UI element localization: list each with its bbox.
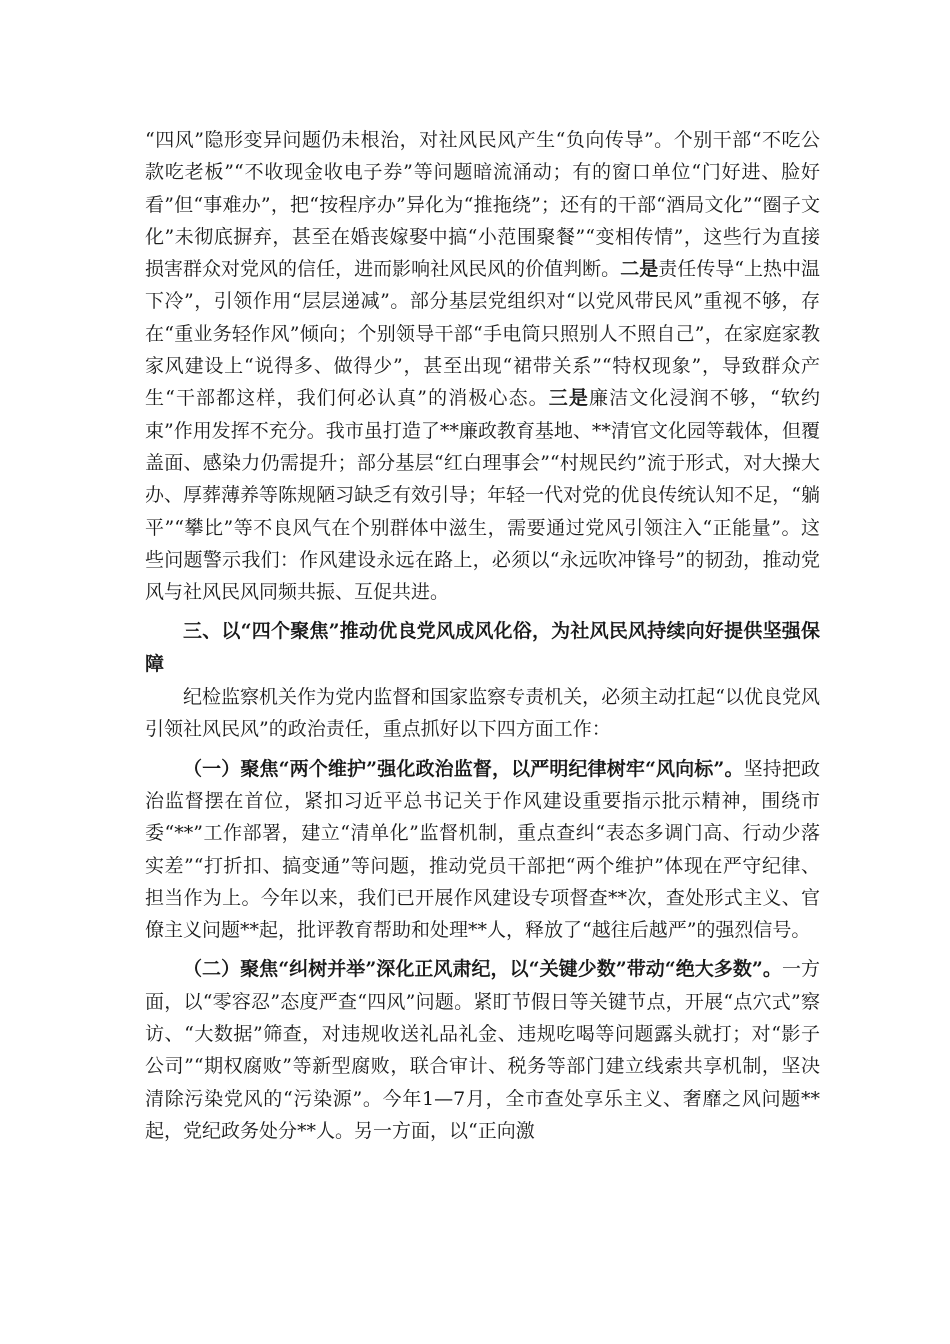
paragraph-focus-2 [145, 953, 820, 1147]
paragraph-intro: 纪检监察机关作为党内监督和国家监察专责机关，必须主动扛起“以优良党风引领社风民风”的政治责任，重点抓好以下四方面工作： [145, 686, 820, 741]
paragraph-focus-1 [145, 753, 820, 947]
bold-marker-third: 三是 [548, 387, 590, 410]
problem-text-1: “四风”隐形变异问题仍未根治，对社风民风产生“负向传导”。个别干部“不吃公款吃老板”“不收现金收电子券”等问题暗流涌动；有的窗口单位“门好进、脸好看”但“事难办”，把“按程序办”异化为“推拖绕”；还有的干部“酒局文化”“圈子文化”未彻底摒弃，甚至在婚丧嫁娶中搞“小范围聚餐”“变相传情”，这些行为直接损害群众对党风的信任，进而影响社风民风的价值判断。 [145, 129, 820, 281]
focus-2-body: 一方面，以“零容忍”态度严查“四风”问题。紧盯节假日等关键节点，开展“点穴式”察访、“大数据”筛查，对违规收送礼品礼金、违规吃喝等问题露头就打；对“影子公司”“期权腐败”等新型腐败，联合审计、税务等部门建立线索共享机制，坚决清除污染党风的“污染源”。今年1—7月，全市查处享乐主义、奢靡之风问题**起，党纪政务处分**人。另一方面，以“正向激 [145, 958, 820, 1142]
paragraph-problems [145, 124, 820, 608]
focus-1-body: 坚持把政治监督摆在首位，紧扣习近平总书记关于作风建设重要指示批示精神，围绕市委“**”工作部署，建立“清单化”监督机制，重点查纠“表态多调门高、行动少落实差”“打折扣、搞变通”等问题，推动党员干部把“两个维护”体现在严守纪律、担当作为上。今年以来，我们已开展作风建设专项督查**次，查处形式主义、官僚主义问题**起，批评教育帮助和处理**人，释放了“越往后越严”的强烈信号。 [145, 757, 820, 942]
focus-1-lead: （一）聚焦“两个维护”强化政治监督，以严明纪律树牢“风向标”。 [183, 757, 744, 780]
problem-text-2: 责任传导“上热中温下冷”，引领作用“层层递减”。部分基层党组织对“以党风带民风”重视不够，存在“重业务轻作风”倾向；个别领导干部“手电筒只照别人不照自己”，在家庭家教家风建设上“说得多、做得少”，甚至出现“裙带关系”“特权现象”，导致群众产生“干部都这样，我们何必认真”的消极心态。 [145, 258, 820, 410]
problem-text-3: 廉洁文化浸润不够，“软约束”作用发挥不充分。我市虽打造了**廉政教育基地、**清官文化园等载体，但覆盖面、感染力仍需提升；部分基层“红白理事会”“村规民约”流于形式，对大操大办、厚葬薄养等陈规陋习缺乏有效引导；年轻一代对党的优良传统认知不足，“躺平”“攀比”等不良风气在个别群体中滋生，需要通过党风引领注入“正能量”。这些问题警示我们：作风建设永远在路上，必须以“永远吹冲锋号”的韧劲，推动党风与社风民风同频共振、互促共进。 [145, 387, 820, 604]
focus-2-lead: （二）聚焦“纠树并举”深化正风肃纪，以“关键少数”带动“绝大多数”。 [183, 958, 782, 981]
bold-marker-second: 二是 [620, 258, 659, 281]
section-heading-3: 三、以“四个聚焦”推动优良党风成风化俗，为社风民风持续向好提供坚强保障 [145, 620, 820, 675]
document-body [145, 124, 820, 1154]
